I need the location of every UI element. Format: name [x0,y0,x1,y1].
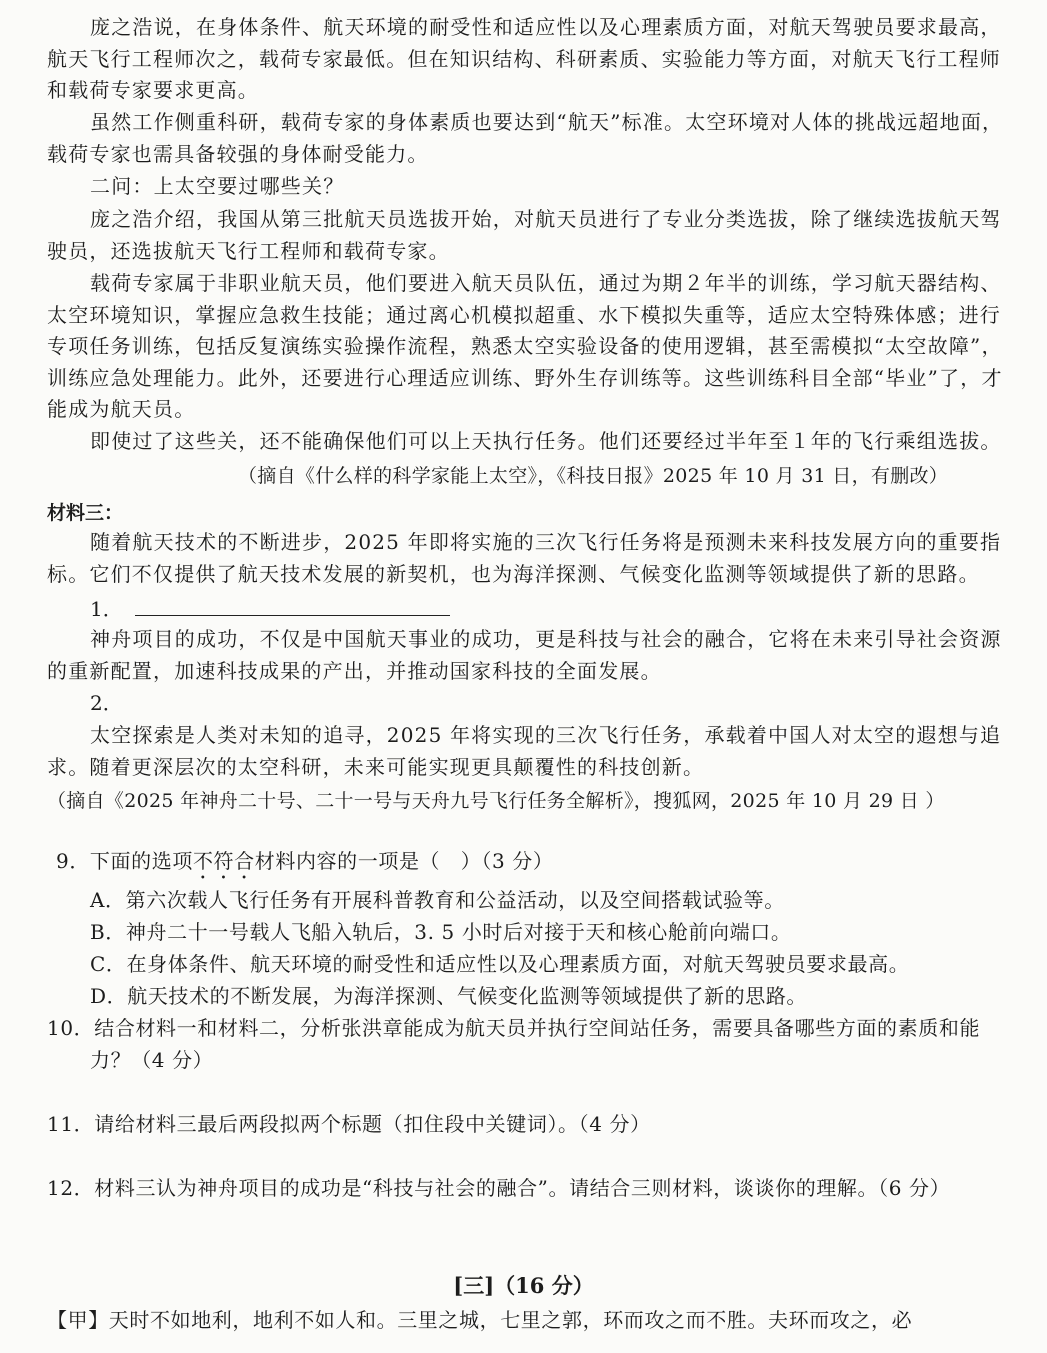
question-9 [56,846,553,884]
section-3-title: [三]（16 分） [453,1273,594,1298]
question-9-option-a: A．第六次载人飞行任务有开展科普教育和公益活动，以及空间搭载试验等。 [90,888,785,912]
question-10-line-2: 力？（4 分） [90,1048,214,1072]
question-12: 12．材料三认为神舟项目的成功是“科技与社会的融合”。请结合三则材料，谈谈你的理解。（6 分） [47,1176,951,1200]
material2-paragraph-5: 即使过了这些关，还不能确保他们可以上天执行任务。他们还要经过半年至１年的飞行乘组选拔。 [90,429,1002,453]
material3-heading: 材料三： [47,502,124,524]
question-9-option-c: C．在身体条件、航天环境的耐受性和适应性以及心理素质方面，对航天驾驶员要求最高。 [90,952,910,976]
material2-paragraph-2: 虽然工作侧重科研，载荷专家的身体素质也要达到“航天”标准。太空环境对人体的挑战远超地面，载荷专家也需具备较强的身体耐受能力。 [47,110,1004,166]
question-11: 11．请给材料三最后两段拟两个标题（扣住段中关键词）。（4 分） [47,1112,651,1136]
q9-suffix: 材料内容的一项是（ ）（3 分） [254,849,554,873]
section-3-passage-jia: 【甲】天时不如地利，地利不如人和。三里之城，七里之郭，环而攻之而不胜。夫环而攻之，必 [47,1308,913,1332]
blank-2-number: 2． [90,691,123,715]
material3-paragraph-2: 神舟项目的成功，不仅是中国航天事业的成功，更是科技与社会的融合，它将在未来引导社会资源的重新配置，加速科技成果的产出，并推动国家科技的全面发展。 [47,627,1002,683]
question-9-option-b: B．神舟二十一号载人飞船入轨后，3. 5 小时后对接于天和核心舱前向端口。 [90,920,792,944]
material2-paragraph-1: 庞之浩说，在身体条件、航天环境的耐受性和适应性以及心理素质方面，对航天驾驶员要求最高，航天飞行工程师次之，载荷专家最低。但在知识结构、科研素质、实验能力等方面，对航天飞行工程师和载荷专家要求更高。 [47,15,1002,102]
material3-blank-1 [90,594,450,624]
blank-1-line [135,595,450,616]
material2-paragraph-4: 载荷专家属于非职业航天员，他们要进入航天员队伍，通过为期２年半的训练，学习航天器结构、太空环境知识，掌握应急救生技能；通过离心机模拟超重、水下模拟失重等，适应太空特殊体感；进行专项任务训练，包括反复演练实验操作流程，熟悉太空实验设备的使用逻辑，甚至需模拟“太空故障”，训练应急处理能力。此外，还要进行心理适应训练、野外生存训练等。这些训练科目全部“毕业”了，才能成为航天员。 [47,271,1003,421]
material2-paragraph-3: 庞之浩介绍，我国从第三批航天员选拔开始，对航天员进行了专业分类选拔，除了继续选拔航天驾驶员，还选拔航天飞行工程师和载荷专家。 [47,207,1002,263]
material3-source: （摘自《2025 年神舟二十号、二十一号与天舟九号飞行任务全解析》，搜狐网，2025 年 10 月 29 日 ） [47,790,945,812]
material3-paragraph-1: 随着航天技术的不断进步，2025 年即将实施的三次飞行任务将是预测未来科技发展方向的重要指标。它们不仅提供了航天技术发展的新契机，也为海洋探测、气候变化监测等领域提供了新的思路。 [47,530,1002,586]
q9-emphasis: 不符合 [192,849,255,873]
material3-paragraph-3: 太空探索是人类对未知的追寻，2025 年将实现的三次飞行任务，承载着中国人对太空的遐想与追求。随着更深层次的太空科研，未来可能实现更具颠覆性的科技创新。 [47,723,1002,779]
question-9-option-d: D．航天技术的不断发展，为海洋探测、气候变化监测等领域提供了新的思路。 [90,984,808,1008]
q9-prefix: 9．下面的选项 [56,849,193,873]
material2-question-2: 二问：上太空要过哪些关？ [90,174,345,198]
question-10-line-1: 10．结合材料一和材料二，分析张洪章能成为航天员并执行空间站任务，需要具备哪些方面的素质和能 [47,1016,981,1040]
material3-blank-2 [90,688,123,718]
blank-1-number: 1． [90,597,123,621]
material2-source: （摘自《什么样的科学家能上太空》，《科技日报》2025 年 10 月 31 日，有删改） [238,465,949,487]
